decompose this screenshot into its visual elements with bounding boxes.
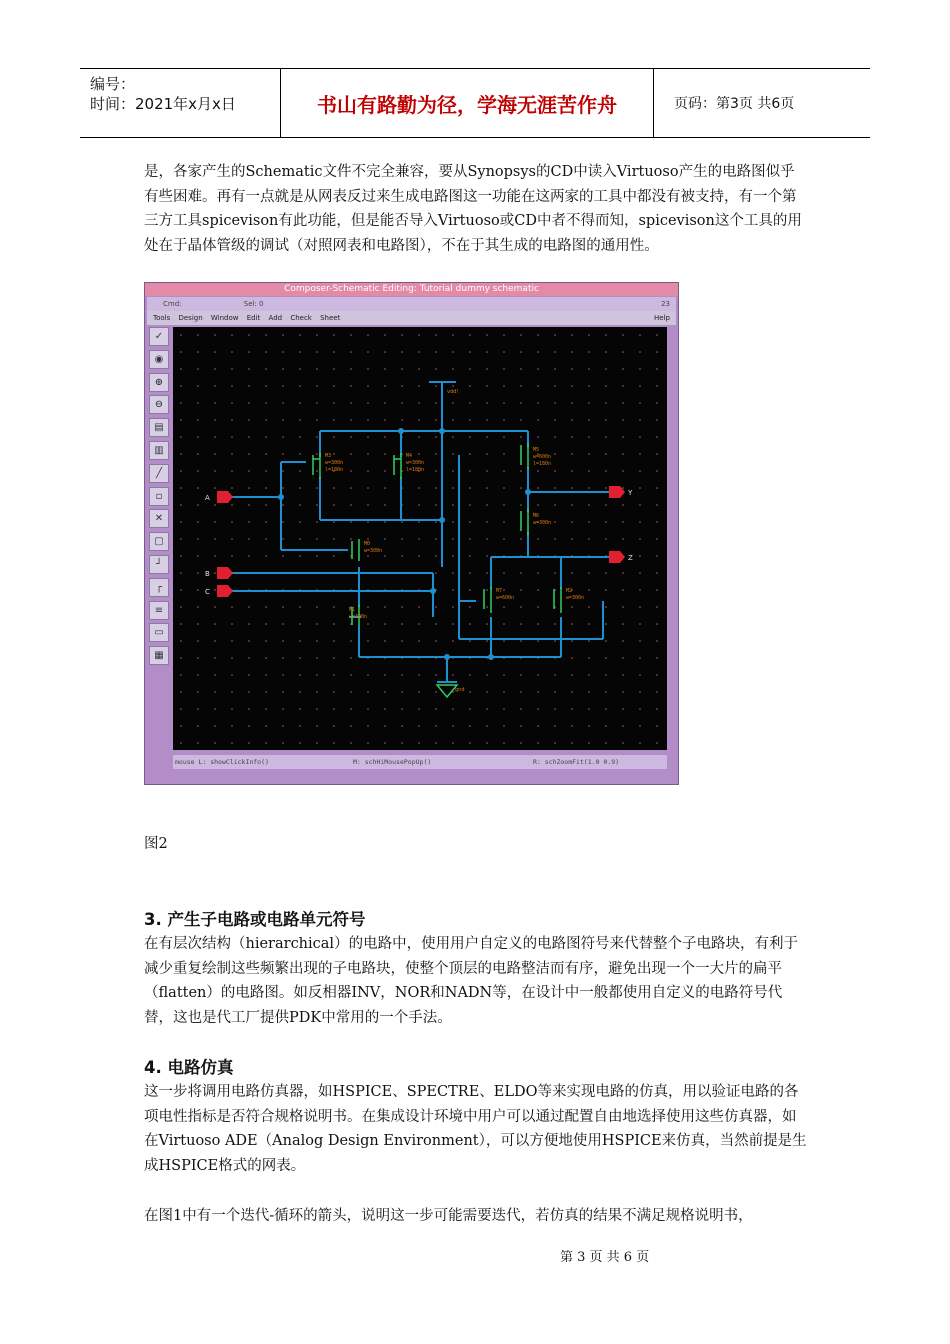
menu-sheet: Sheet — [320, 314, 341, 322]
section-4-body: 这一步将调用电路仿真器，如HSPICE、SPECTRE、ELDO等来实现电路的仿真，用以验证电路的各项电性指标是否符合规格说明书。在集成设计环境中用户可以通过配置自由地选择使用这些仿真器，如在Virtuoso ADE（Analog Design Environment），可以方便地使用HSPICE来仿真，当然前提是生成HSPICE格式的网表。 — [144, 1084, 807, 1174]
svg-text:M3: M3 — [325, 453, 332, 459]
label-icon: ≡ — [149, 601, 169, 620]
svg-text:l=180n: l=180n — [533, 461, 552, 467]
mouse-bindings-bar — [173, 755, 667, 769]
pin-label-z: Z — [628, 554, 633, 562]
window-title: Composer-Schematic Editing: Tutorial dummy schematic — [145, 283, 678, 296]
instance-icon: ▫ — [149, 487, 169, 506]
schematic-window-figure — [144, 282, 679, 785]
status-count: 23 — [661, 300, 670, 308]
svg-text:w=600n: w=600n — [533, 454, 552, 460]
status-sel: Sel: 0 — [243, 300, 264, 308]
page-label — [664, 69, 870, 137]
mouse-middle: M: schHiMousePopUp() — [353, 758, 432, 766]
svg-text:M4: M4 — [406, 453, 413, 459]
pin-label-b: B — [205, 570, 210, 578]
property-icon: ┘ — [149, 555, 169, 574]
ground-label: gnd — [455, 687, 465, 693]
svg-text:M5: M5 — [533, 447, 540, 453]
figure-caption: 图2 — [144, 836, 168, 852]
svg-text:w=300n: w=300n — [364, 548, 383, 554]
svg-text:M1: M1 — [349, 607, 356, 613]
pin-label-y: Y — [628, 489, 633, 497]
wire-icon: ╱ — [149, 464, 169, 483]
note-icon: ▦ — [149, 646, 169, 665]
menu-edit: Edit — [246, 314, 261, 322]
svg-text:M6: M6 — [533, 513, 540, 519]
svg-text:M2: M2 — [566, 588, 573, 594]
pin-icon: ┌ — [149, 578, 169, 597]
page-header — [80, 68, 870, 138]
header-info-cell — [80, 69, 281, 137]
svg-text:w=600n: w=600n — [496, 595, 515, 601]
menu-tools: Tools — [153, 314, 171, 322]
svg-text:M0: M0 — [364, 541, 371, 547]
motto: 书山有路勤为径，学海无涯苦作舟 — [281, 69, 654, 137]
mouse-right: R: schZoomFit(1.0 0.9) — [533, 758, 620, 766]
date-label: 时间：2021年x月x日 — [90, 95, 236, 113]
pin-label-c: C — [205, 588, 210, 596]
status-bar — [147, 297, 676, 311]
section-3-heading: 3. 产生子电路或电路单元符号 — [144, 910, 366, 929]
zoom-in-icon: ⊕ — [149, 373, 169, 392]
menu-bar — [147, 311, 676, 325]
delete-icon: ✕ — [149, 509, 169, 528]
zoom-out-icon: ⊖ — [149, 395, 169, 414]
menu-check: Check — [290, 314, 312, 322]
svg-text:l=180n: l=180n — [406, 467, 425, 473]
schematic-canvas — [173, 327, 667, 750]
svg-text:w=300n: w=300n — [533, 520, 552, 526]
section-3-body: 在有层次结构（hierarchical）的电路中，使用用户自定义的电路图符号来代替整个子电路块，有利于减少重复绘制这些频繁出现的子电路块，使整个顶层的电路整洁而有序，避免出现一个一大片的扁平（flatten）的电路图。如反相器INV，NOR和NADN等，在设计中一般都使用自定义的电路符号代替，这也是代工厂提供PDK中常用的一个手法。 — [144, 936, 799, 1026]
pin-label-a: A — [205, 494, 210, 502]
menu-design: Design — [178, 314, 203, 322]
svg-text:M7: M7 — [496, 588, 503, 594]
mouse-left: mouse L: showClickInfo() — [175, 758, 269, 766]
supply-label: vdd! — [447, 389, 459, 395]
svg-text:w=300n: w=300n — [566, 595, 585, 601]
check-icon: ✓ — [149, 327, 169, 346]
schematic-drawing — [173, 327, 667, 750]
tool-palette — [149, 327, 171, 747]
svg-text:l=180n: l=180n — [325, 467, 344, 473]
paragraph-1: 是，各家产生的Schematic文件不完全兼容，要从Synopsys的CD中读入Virtuoso产生的电路图似乎有些困难。再有一点就是从网表反过来生成电路图这一功能在这两家的工具中都没有被支持，有一个第三方工具spicevison有此功能，但是能否导入Virtuoso或CD中者不得而知，spicevison这个工具的用处在于晶体管级的调试（对照网表和电路图），不在于其生成的电路图的通用性。 — [144, 164, 802, 254]
menu-add: Add — [268, 314, 283, 322]
undo-icon: ▢ — [149, 532, 169, 551]
svg-text:w=300n: w=300n — [406, 460, 425, 466]
menu-window: Window — [210, 314, 239, 322]
menu-help: Help — [654, 314, 670, 322]
page-footer: 第 3 页 共 6 页 — [560, 1250, 650, 1265]
wide-wire-icon: ▭ — [149, 623, 169, 642]
svg-text:w=300n: w=300n — [325, 460, 344, 466]
save-icon: ◉ — [149, 350, 169, 369]
section-4-body-2: 在图1中有一个迭代-循环的箭头，说明这一步可能需要迭代，若仿真的结果不满足规格说明书， — [144, 1208, 753, 1224]
number-label: 编号： — [90, 75, 136, 93]
copy-icon: ▥ — [149, 441, 169, 460]
section-4-heading: 4. 电路仿真 — [144, 1058, 234, 1077]
status-cmd: Cmd: — [163, 300, 182, 308]
page-label-text: 页码：第3页 共6页 — [674, 96, 795, 112]
svg-text:w=300n: w=300n — [349, 614, 368, 620]
stretch-icon: ▤ — [149, 418, 169, 437]
